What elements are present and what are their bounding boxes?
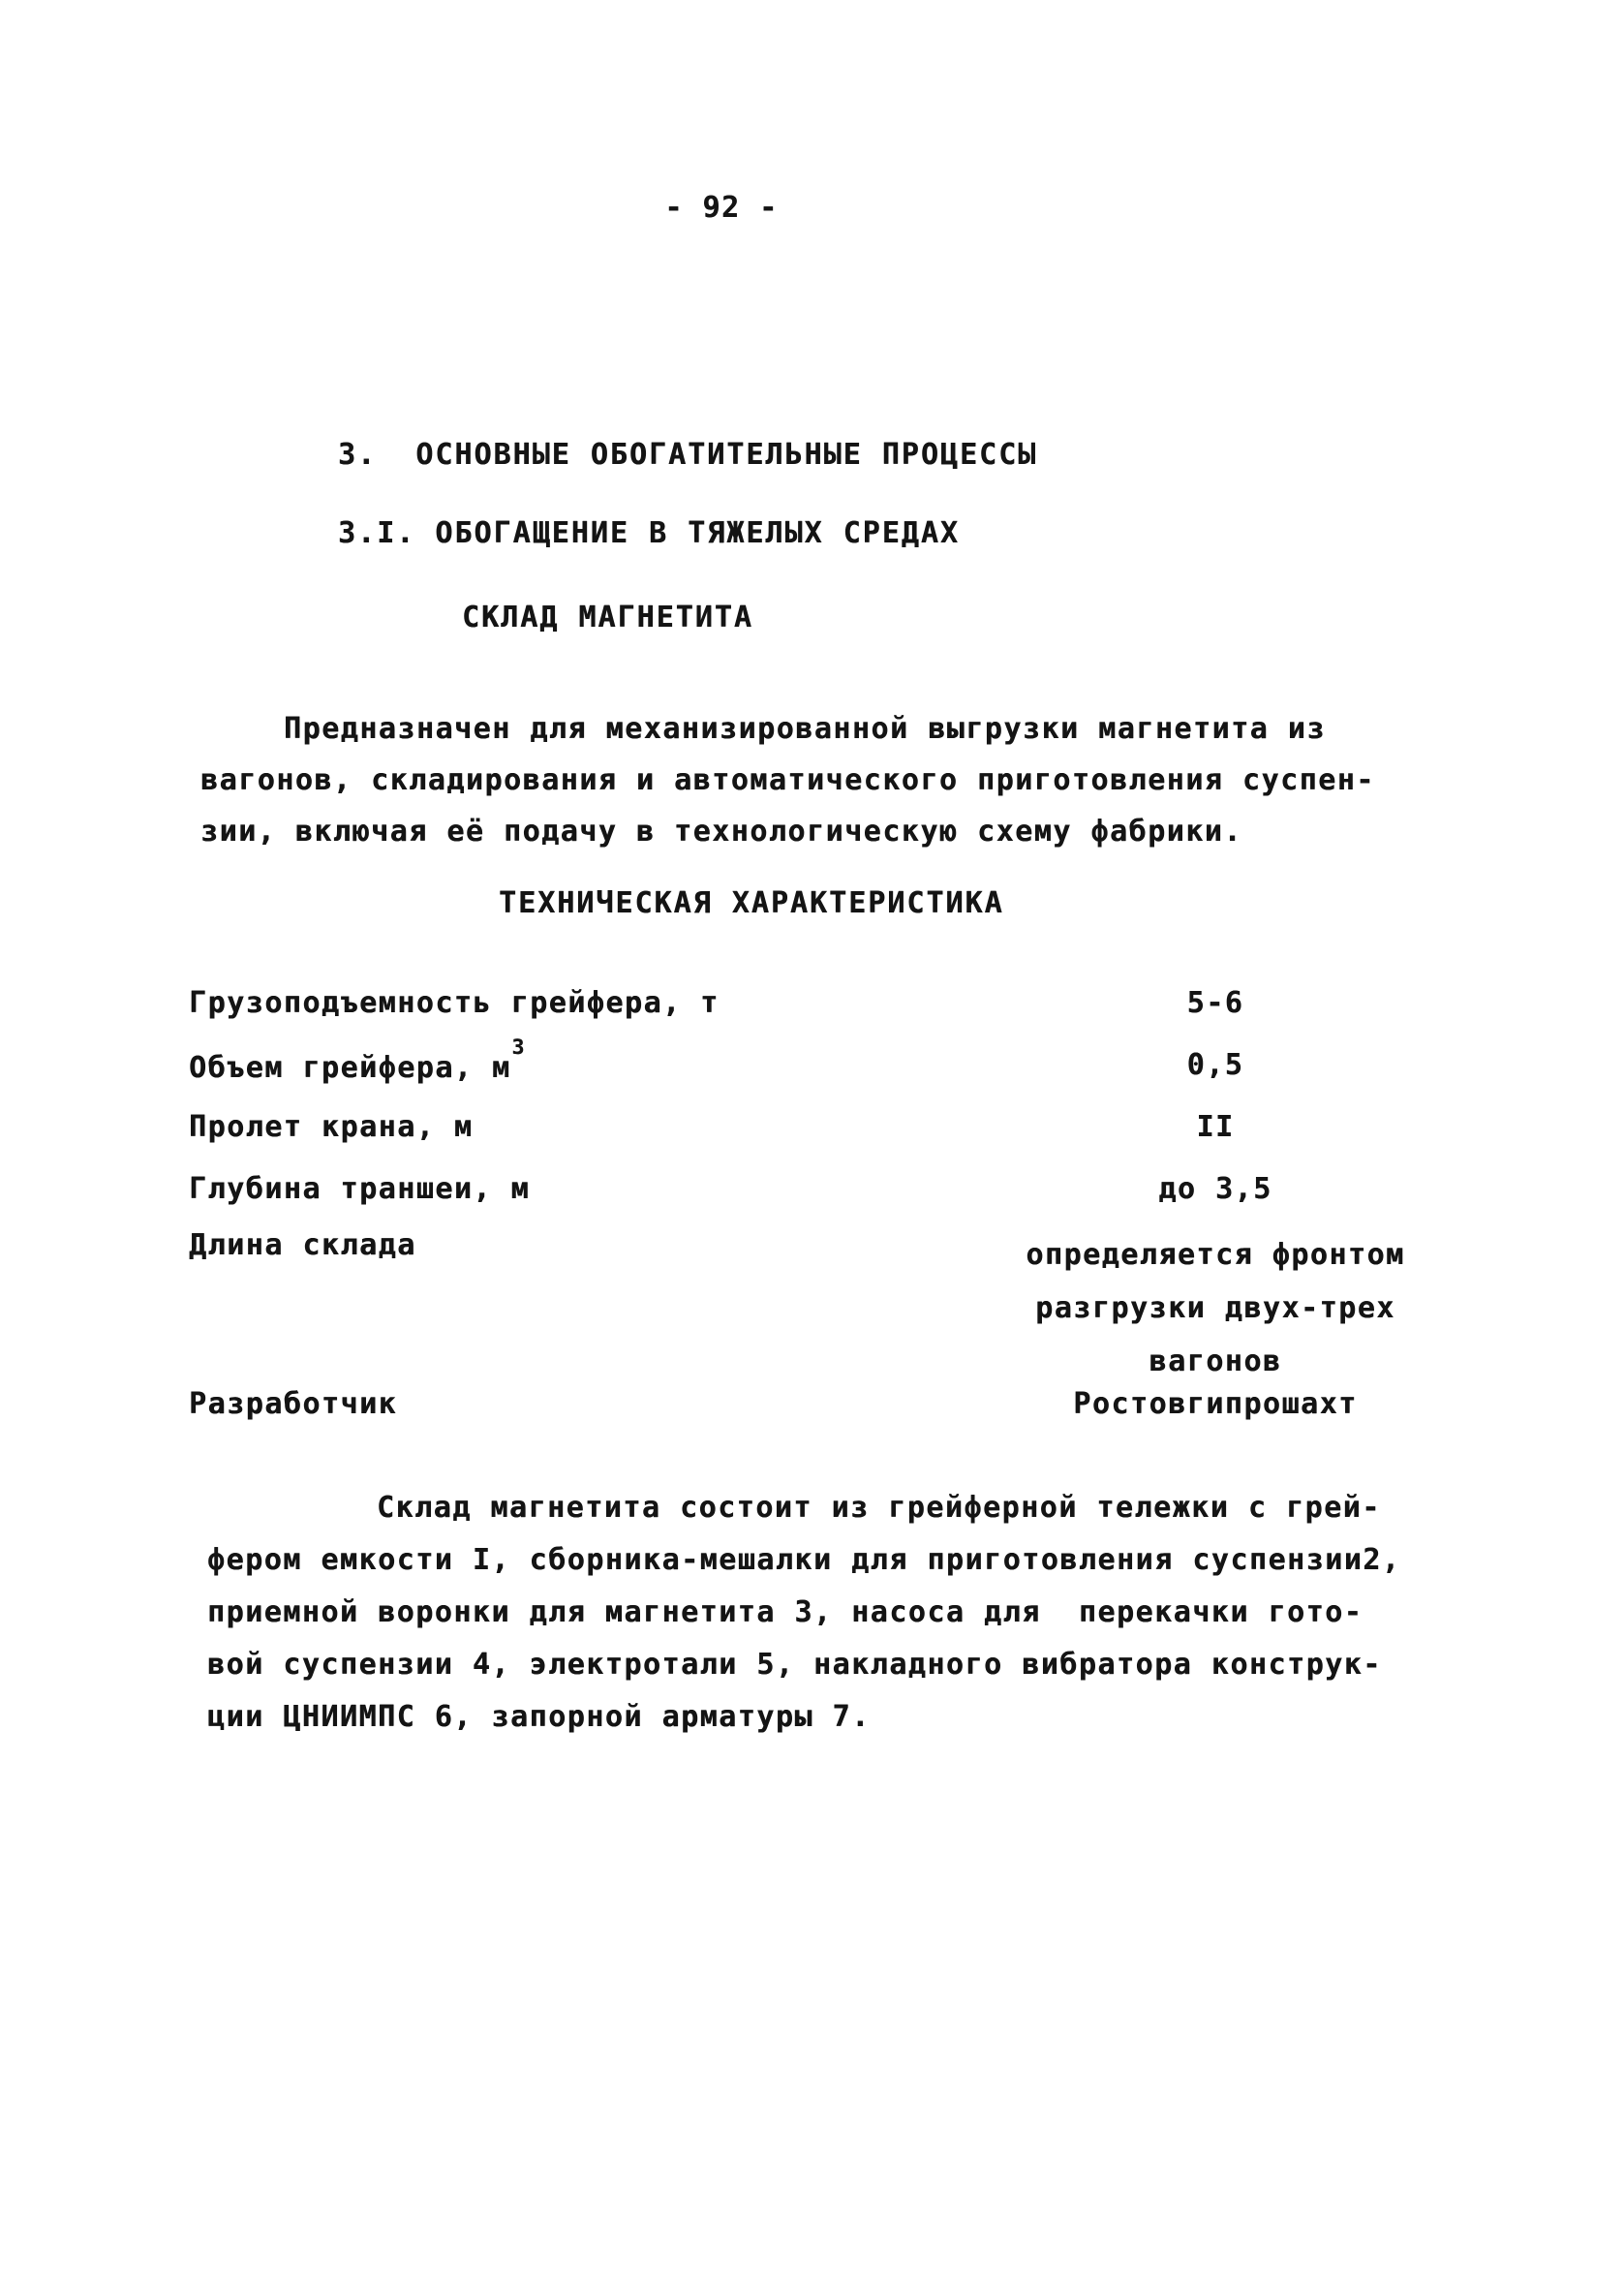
spec-value: до 3,5: [1158, 1172, 1272, 1206]
spec-value-multiline: [988, 1228, 1443, 1388]
superscript-cube: 3: [511, 1035, 525, 1059]
text-line: разгрузки двух-трех: [1035, 1291, 1395, 1325]
spec-label: Пролет крана, м: [189, 1110, 474, 1144]
text-line: вагонов, складирования и автоматического приготовления суспен-: [200, 763, 1375, 797]
text-line: зии, включая её подачу в технологическую схему фабрики.: [200, 815, 1242, 849]
description-paragraph: [207, 1482, 1476, 1744]
subsection-heading: 3.I. ОБОГАЩЕНИЕ В ТЯЖЕЛЫХ СРЕДАХ: [338, 516, 960, 550]
text-line: вой суспензии 4, электротали 5, накладного вибратора конструк-: [207, 1648, 1382, 1682]
spec-value: 0,5: [1186, 1048, 1244, 1082]
text-line: приемной воронки для магнетита 3, насоса для перекачки гото-: [207, 1595, 1364, 1629]
text-line: вагонов: [1149, 1344, 1282, 1378]
spec-label-text: Объем грейфера, м: [189, 1051, 511, 1085]
equipment-title: СКЛАД МАГНЕТИТА: [462, 601, 753, 634]
spec-label: Длина склада: [189, 1228, 416, 1262]
spec-value: II: [1196, 1110, 1235, 1144]
page-number: - 92 -: [664, 191, 779, 225]
spec-value: Ростовгипрошахт: [1073, 1387, 1358, 1421]
text-line: Склад магнетита состоит из грейферной тележки с грей-: [377, 1491, 1381, 1525]
text-line: определяется фронтом: [1026, 1238, 1405, 1272]
spec-label: [189, 1035, 525, 1085]
intro-paragraph: [200, 703, 1459, 857]
spec-label: Грузоподъемность грейфера, т: [189, 986, 720, 1020]
text-line: фером емкости I, сборника-мешалки для приготовления суспензии2,: [207, 1543, 1401, 1577]
text-line: ции ЦНИИМПС 6, запорной арматуры 7.: [207, 1700, 871, 1734]
tech-characteristics-heading: ТЕХНИЧЕСКАЯ ХАРАКТЕРИСТИКА: [499, 886, 1004, 920]
spec-label: Глубина траншеи, м: [189, 1172, 531, 1206]
section-heading: 3. ОСНОВНЫЕ ОБОГАТИТЕЛЬНЫЕ ПРОЦЕССЫ: [338, 438, 1038, 472]
spec-value: 5-6: [1186, 986, 1244, 1020]
spec-label: Разработчик: [189, 1387, 398, 1421]
text-line: Предназначен для механизированной выгрузки магнетита из: [284, 712, 1326, 746]
spec-table: [189, 986, 1448, 1451]
